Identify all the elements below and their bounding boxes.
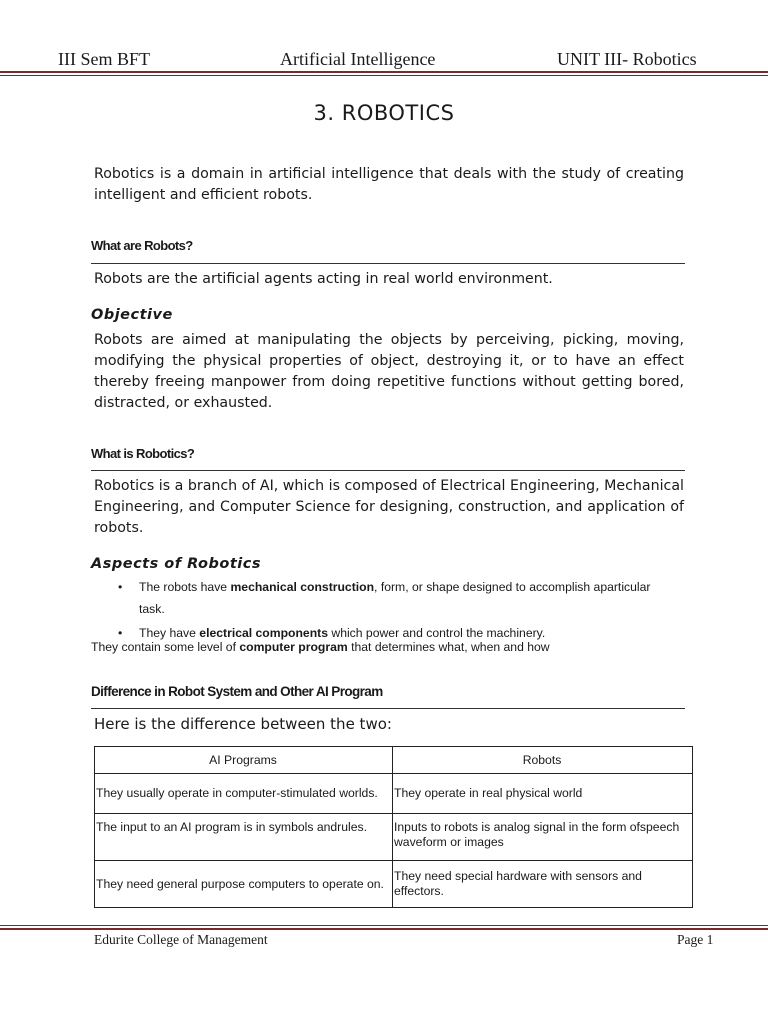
- footer-right: Page 1: [677, 932, 714, 947]
- table-cell: They usually operate in computer-stimulated worlds.: [95, 774, 393, 814]
- header-center: Artificial Intelligence: [280, 49, 436, 69]
- table-header-ai: AI Programs: [95, 747, 393, 774]
- table-row: [95, 774, 693, 814]
- bullet2-bold: electrical components: [199, 626, 328, 640]
- section-rule: [91, 708, 685, 709]
- bullet1-bold: mechanical construction: [230, 580, 375, 594]
- table-cell: They operate in real physical world: [393, 774, 693, 814]
- bullet2-pre: They have: [139, 626, 200, 640]
- footer-rule-thin: [0, 925, 768, 926]
- section-heading-difference: Difference in Robot System and Other AI Program: [91, 684, 383, 699]
- section-heading-robots: What are Robots?: [91, 238, 193, 253]
- section-rule: [91, 263, 685, 264]
- robotics-paragraph: Robotics is a branch of AI, which is composed of Electrical Engineering, Mechanical Engineering, and Computer Science for designing, construction, and application of robots.: [94, 478, 684, 536]
- table-cell: They need special hardware with sensors and effectors.: [393, 861, 693, 908]
- bullet-icon: •: [118, 580, 123, 594]
- page-title: 3. ROBOTICS: [313, 101, 455, 125]
- table-row: [95, 861, 693, 908]
- bullet1-pre: The robots have: [139, 580, 231, 594]
- difference-paragraph: Here is the difference between the two:: [94, 715, 392, 733]
- aspects-heading: Aspects of Robotics: [91, 556, 261, 572]
- bullet-icon: •: [118, 626, 123, 640]
- objective-heading: Objective: [91, 307, 173, 323]
- bullet2-post: which power and control the machinery.: [328, 626, 546, 640]
- line3-post: that determines what, when and how: [347, 640, 550, 654]
- line3-bold: computer program: [239, 640, 348, 654]
- header-rule: [0, 71, 768, 73]
- line3-pre: They contain some level of: [91, 640, 240, 654]
- bullet1-post: , form, or shape designed to accomplish aparticular: [374, 580, 651, 594]
- header-left: III Sem BFT: [58, 49, 150, 69]
- section-heading-robotics: What is Robotics?: [91, 446, 195, 461]
- aspects-line3: [91, 640, 550, 654]
- table-cell: Inputs to robots is analog signal in the form ofspeech waveform or images: [393, 814, 693, 861]
- robots-paragraph: Robots are the artificial agents acting in real world environment.: [94, 271, 553, 287]
- intro-paragraph: Robotics is a domain in artificial intelligence that deals with the study of creating intelligent and efficient robots.: [94, 166, 684, 203]
- objective-paragraph: Robots are aimed at manipulating the objects by perceiving, picking, moving, modifying the physical properties of object, destroying it, or to have an effect thereby freeing manpower from doing repetitive functions without getting bored, distracted, or exhausted.: [94, 332, 684, 411]
- difference-table: [94, 746, 693, 908]
- table-row: [95, 814, 693, 861]
- header-rule-thin: [0, 75, 768, 76]
- footer-left: Edurite College of Management: [94, 932, 268, 947]
- table-cell: The input to an AI program is in symbols andrules.: [95, 814, 393, 861]
- list-item: [118, 576, 678, 620]
- section-rule: [91, 470, 685, 471]
- bullet1-cont: task.: [139, 602, 165, 616]
- table-cell: They need general purpose computers to operate on.: [95, 861, 393, 908]
- header-right: UNIT III- Robotics: [557, 49, 697, 69]
- footer-rule: [0, 928, 768, 930]
- table-header-robots: Robots: [393, 747, 693, 774]
- table-header-row: [95, 747, 693, 774]
